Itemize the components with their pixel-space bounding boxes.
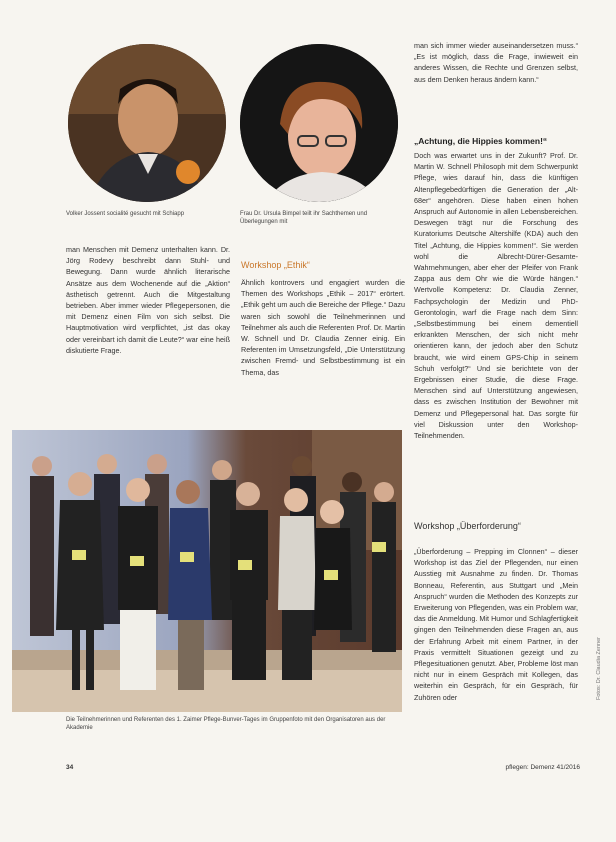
heading-workshop-ethik: Workshop „Ethik“ [241,260,310,270]
column-three-bottom-text: „Überforderung – Prepping im Clonnen“ – dieser Workshop ist das Ziel der Pflegenden, nur einen Ausstieg mit Ausnahme zu finden. Dr. Thomas Bonneau, Referentin, aus Stuttgart und „Mein Anspruch“ wurden die Methoden des Konzepts zur Erweiterung von Pflegenden, was ein Problem war, das die Anmeldung. Mit Humor und Schlagfertigkeit gingen den Teilnehmenden diese Fragen an, aus der Erfahrung Arbeit mit einem Partner, in der Praxis vermittelt Situationen gezeigt und zu Pflegesituationen genutzt. Aber, Probleme löst man nicht nur in einem Gespräch mit Kollegen, das weiterhin ein Gespräch, für ein Gespräch, für Zuhören oder [414,547,578,702]
heading-hippies: „Achtung, die Hippies kommen!“ [414,136,548,146]
photo-credit: Fotos: Dr. Claudia Zenner [596,637,602,700]
caption-right-portrait: Frau Dr. Ursula Bimpel teilt ihr Sachthemen und Überlegungen mit [240,211,368,225]
column-two-text: Ähnlich kontrovers und engagiert wurden die Themen des Workshops „Ethik – 2017“ erörtert. „Ethik geht um auch die Bereiche der Pflege.“ Dazu waren sich sowohl die Teilnehmerinnen und Teilnehmer als auch die Referenten Prof. Dr. Martin W. Schnell und Dr. Claudia Zenner einig. Ein Referenten im Umsetzungsfeld, „Die Unterstützung zwischen Fremd- und Selbstbestimmung ist ein Thema, das [241,278,405,377]
column-three-intro: man sich immer wieder auseinandersetzen muss.“ „Es ist möglich, dass die Frage, inwieweit ein anderes Wissen, die Rechte und Grenzen selbst, aus dem Denken heraus ändern kann.“ [414,41,578,84]
column-three-body: Doch was erwartet uns in der Zukunft? Prof. Dr. Martin W. Schnell Philosoph mit dem Schwerpunkt Pflege, wies darauf hin, dass die künftigen Altenpflegebedürftigen die Generation der „Alt-68er“ angehören. Diese haben einen hohen Anspruch auf Autonomie in allen Lebensbereichen. Deswegen trägt nur die Forschung des Kuratoriums Deutsche Altershilfe (KDA) auch den Titel „Achtung, die Hippies kommen!“. Sie werden wohl die Albrecht-Dürer-Gesamte-Wahrnehmungen, aber eher der Pfeifer von Frank Zappa aus dem Ohr wie die Würde hängen.“ Wertvolle Kompetenz: Dr. Claudia Zenner, Fachpsychologin der Medizin und PhD-Gerontologin, warf die Frage nach dem Sinn: „Selbstbestimmung bei einem dementiell erkrankten Menschen, der sich nicht mehr orientieren kann, der jedoch aber den Schutz braucht, wie wird einem GPS-Chip in seinem Schuh verfolgt?“ Und sie berichtete von der Ergebnissen einer Studie, die diese Frage. Menschen sind auf Unterstützung angewiesen, dass es zwischen Institution der Bewohner mit Demenz und Pflegepersonal hat. Das sorgte für viel Diskussion unter den Workshop-Teilnehmenden. [414,151,578,441]
column-one-text: man Menschen mit Demenz unterhalten kann. Dr. Jörg Rodevy beschreibt dann Stuhl- und Bewegung. Dann wurde ähnlich literarische Ansätze aus dem Wochenende auf die „Aktion“ ästhetisch getrennt. Auch die Mitgestaltung betrieben. Aber immer wieder Pflegepersonen, die mit Demenz einen Film von sich selbst. Die Hauptmotivation wird verpflichtet, „ist das okay oder vereinbart ich damit die Leute?“ war eine heiß diskutierte Frage. [66,245,230,355]
group-photo [12,430,402,712]
portrait-speaker-left [68,44,226,202]
caption-group-photo: Die Teilnehmerinnen und Referenten des 1. Zaimer Pflege-Bunver-Tages im Gruppenfoto mit den Organisatoren aus der Akademie [66,717,386,731]
publication-footer: pflegen: Demenz 41/2016 [505,764,580,771]
caption-left-portrait: Volker Jossent socialité gesucht mit Schiapp [66,211,185,217]
page-number: 34 [66,764,74,771]
portrait-speaker-right [240,44,398,202]
heading-workshop-ueberforderung: Workshop „Überforderung“ [414,521,521,531]
